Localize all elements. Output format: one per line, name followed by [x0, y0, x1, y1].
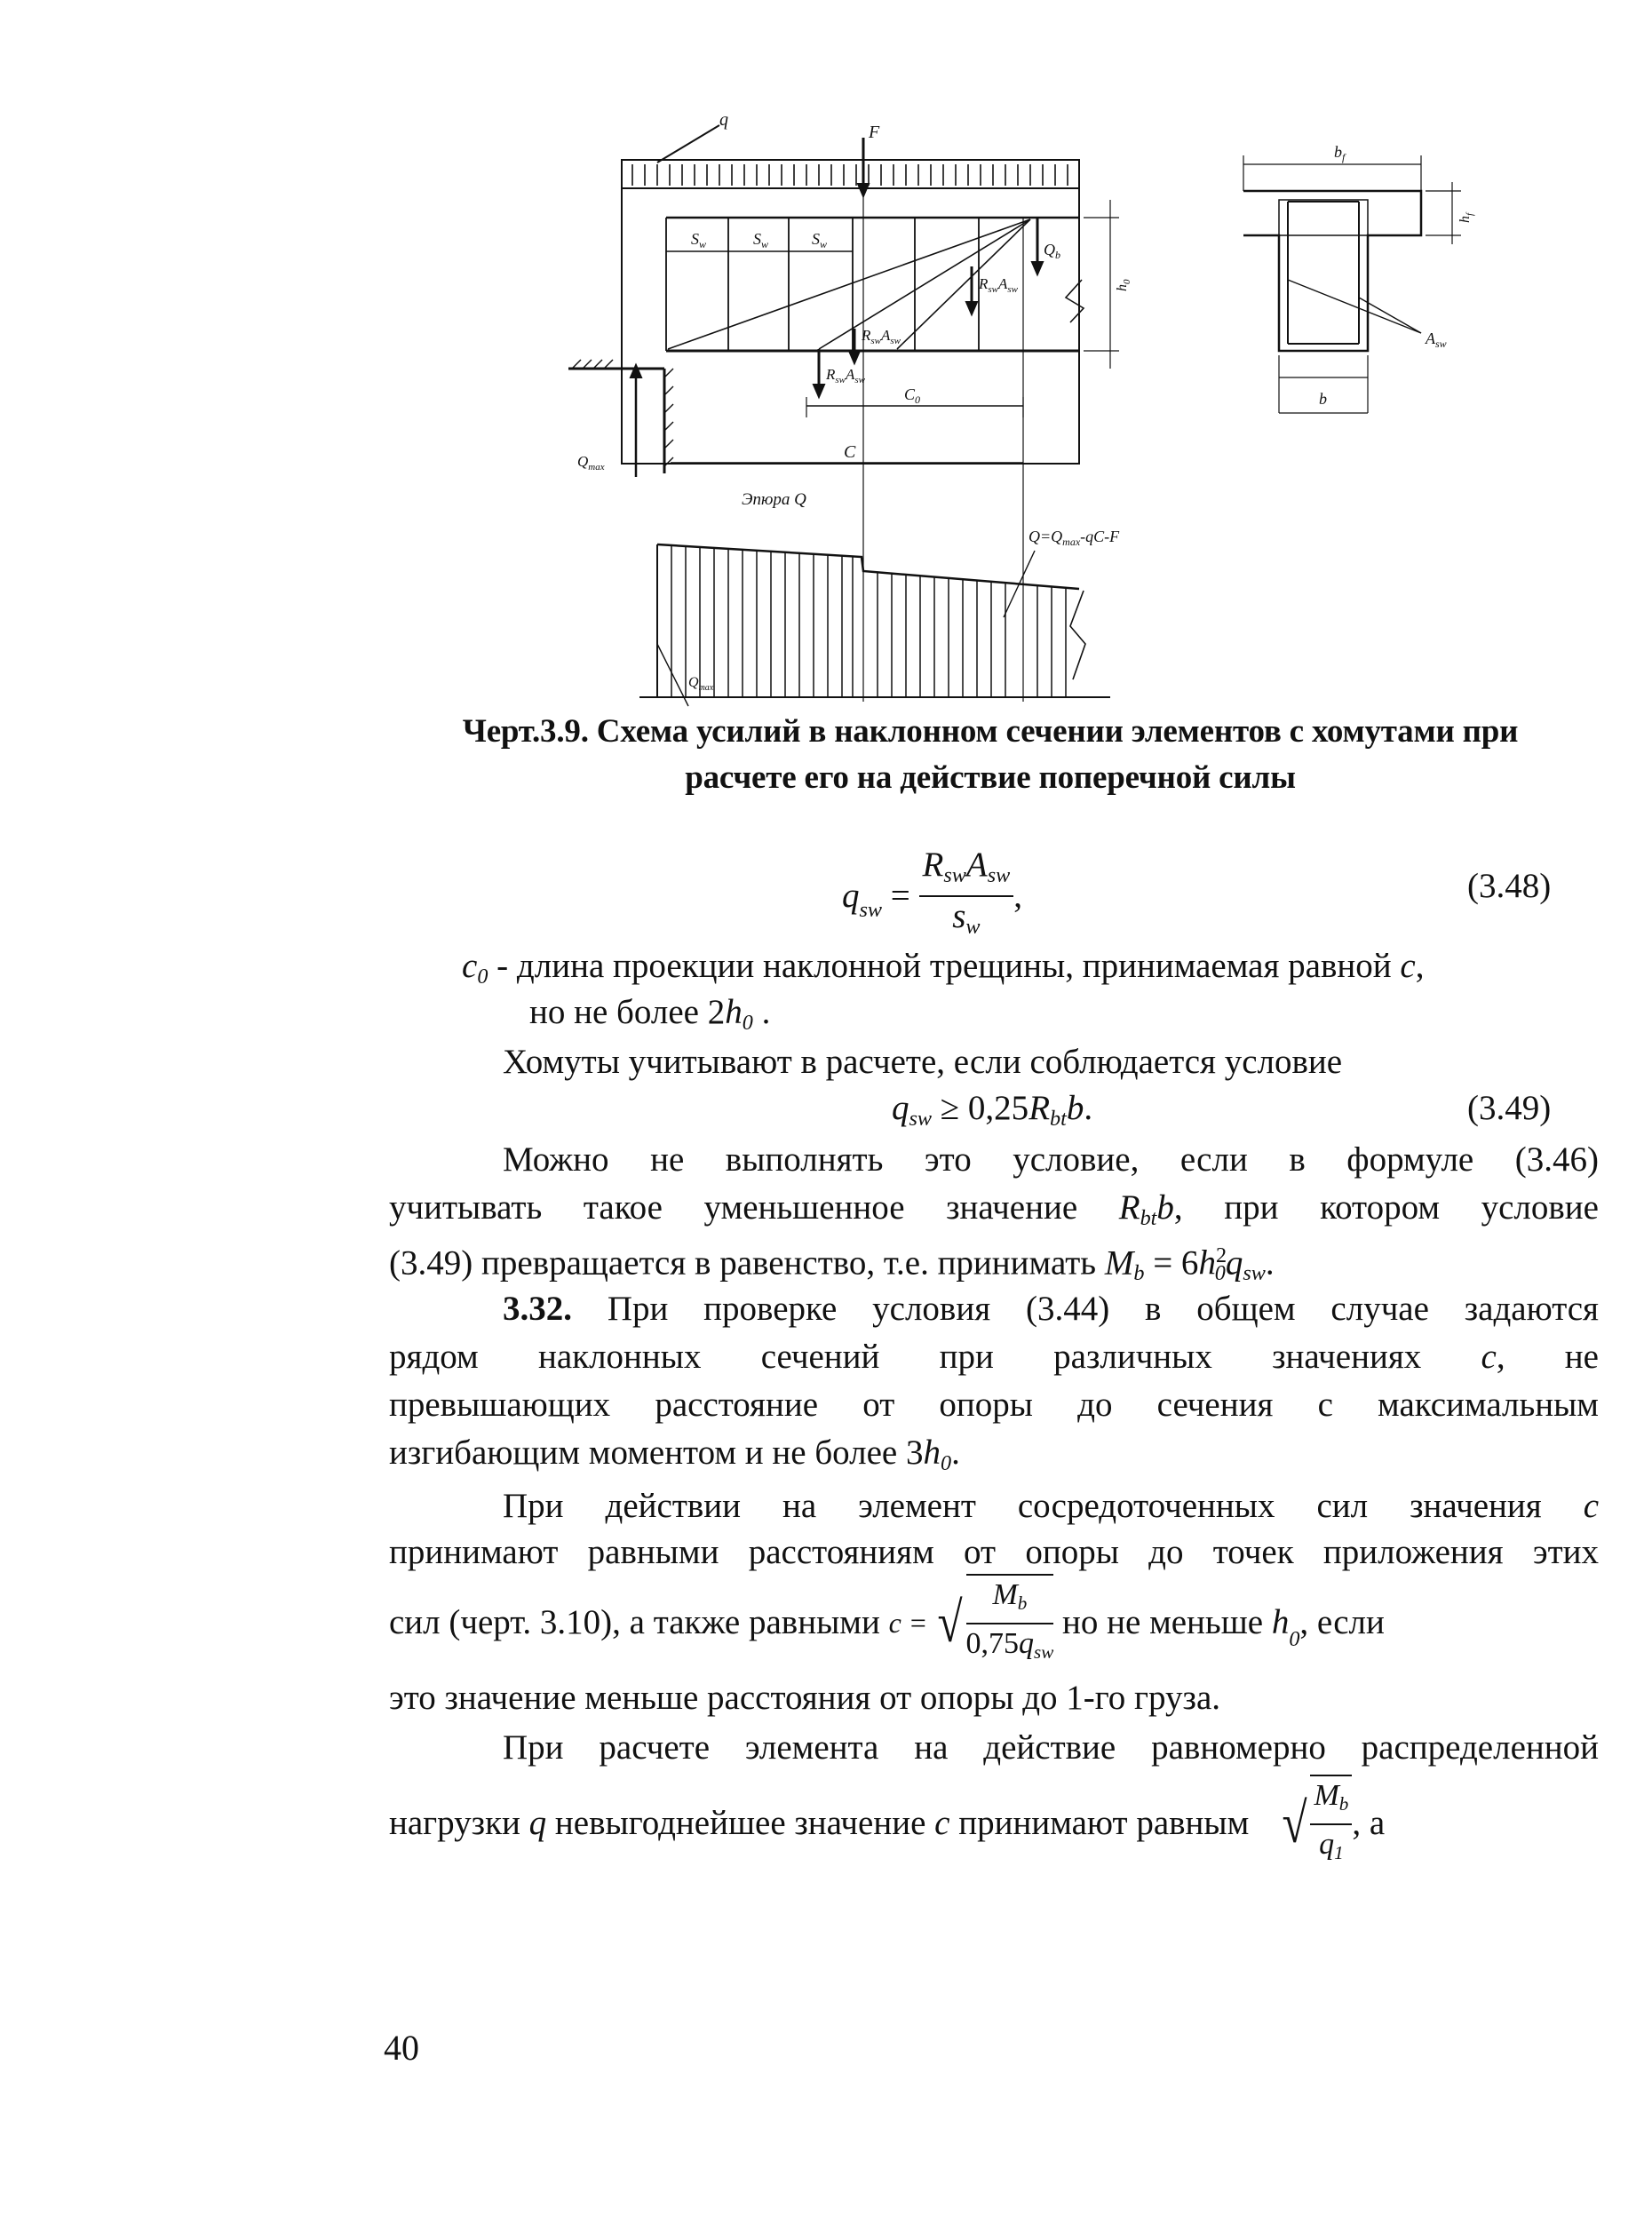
label-f: F	[869, 123, 880, 142]
cross-section	[1243, 155, 1461, 413]
para-3-32-line-2: рядом наклонных сечений при различных значениях c, не	[389, 1338, 1599, 1376]
label-hf: $h_f$	[1457, 212, 1475, 223]
fraction-c: $\frac{M_b}{0,75q_{sw}}$	[966, 1574, 1054, 1672]
figure-caption	[382, 709, 1599, 801]
label-b: b	[1319, 390, 1327, 408]
para-pri-line-3: сил (черт. 3.10), а также равными c = √ $\frac{M_b}{0,75q_{sw}}$ но не меньше $h_0$, если	[389, 1574, 1385, 1672]
fraction-qsw: $\frac{R_{sw}A_{sw}}{s_w}$	[919, 846, 1014, 947]
label-qb: $Q_b$	[1044, 241, 1060, 261]
sqrt-sign-2: √	[1282, 1791, 1307, 1855]
label-c: C	[844, 442, 856, 462]
diagram-title: Эпюра Q	[742, 490, 806, 509]
para-ravn-line-2: нагрузки q невыгоднейшее значение c принимают равным √ $\frac{M_b}{q_1}$ , а	[389, 1775, 1385, 1872]
shear-force-diagram	[639, 544, 1110, 706]
q-pointer	[657, 125, 719, 163]
figure-3-9	[577, 110, 1475, 715]
label-bf: $b_f$	[1334, 143, 1346, 163]
para-pri-line-2: принимают равными расстояниям от опоры до точек приложения этих	[389, 1533, 1599, 1571]
para-3-32-line-4: изгибающим моментом и не более $3h_0$.	[389, 1434, 960, 1475]
para-mozhno-line-2: учитывать такое уменьшенное значение $R_{bt}b$, при котором условие	[389, 1188, 1599, 1230]
page-number: 40	[384, 2028, 419, 2068]
label-asw: $A_{sw}$	[1426, 330, 1447, 350]
para-mozhno-line-1: Можно не выполнять это условие, если в формуле (3.46)	[503, 1140, 1599, 1179]
label-sw-2: $S_w$	[753, 230, 769, 250]
para-c0-line-2: но не более $2h_0$ .	[529, 993, 771, 1035]
para-c0-line-1: $c_0$ - длина проекции наклонной трещины, принимаемая равной c,	[462, 947, 1425, 989]
caption-line-2: расчете его на действие поперечной силы	[685, 759, 1296, 796]
equation-3-49: $q_{sw} \ge 0,25R_{bt}b$.	[892, 1089, 1093, 1131]
caption-line-1: Черт.3.9. Схема усилий в наклонном сечении элементов с хомутами при	[462, 713, 1519, 750]
label-h0: $h_0$	[1115, 279, 1132, 291]
label-q: q	[719, 110, 728, 130]
para-3-32-line-1: 3.32. При проверке условия (3.44) в общем случае задаются	[503, 1290, 1599, 1328]
distributed-load	[622, 160, 1079, 188]
para-pri-line-1: При действии на элемент сосредоточенных сил значения c	[503, 1487, 1599, 1525]
label-qmax-reaction: $Q_{max}$	[577, 453, 605, 473]
equation-3-48: $q_{sw}$ = $\frac{R_{sw}A_{sw}}{s_w}$ ,	[842, 846, 1022, 947]
inclined-cracks	[668, 219, 1030, 349]
para-khomuty: Хомуты учитывают в расчете, если соблюдается условие	[503, 1043, 1343, 1081]
fraction-c-uniform: $\frac{M_b}{q_1}$	[1310, 1775, 1352, 1872]
label-c0: $C_0$	[904, 385, 921, 406]
label-rsw-asw-2: $R_{sw}A_{sw}$	[862, 327, 901, 346]
para-mozhno-line-3: (3.49) превращается в равенство, т.е. принимать $M_b = 6h^2_0q_{sw}$.	[389, 1243, 1275, 1286]
para-pri-line-4: это значение меньше расстояния от опоры до 1-го груза.	[389, 1679, 1220, 1717]
label-rsw-asw-3: $R_{sw}A_{sw}$	[826, 366, 866, 385]
equation-number-3-48: (3.48)	[1467, 867, 1552, 905]
para-3-32-line-3: превышающих расстояние от опоры до сечения с максимальным	[389, 1386, 1599, 1424]
label-q-formula: $Q=Q_{max}-qC-F$	[1029, 528, 1120, 548]
label-sw-1: $S_w$	[691, 230, 707, 250]
para-ravn-line-1: При расчете элемента на действие равномерно распределенной	[503, 1728, 1599, 1767]
label-sw-3: $S_w$	[812, 230, 828, 250]
label-qmax-diagram: $Q_{max}$	[688, 675, 714, 693]
sqrt-sign: √	[937, 1590, 963, 1654]
equation-number-3-49: (3.49)	[1467, 1089, 1552, 1127]
load-arrows	[632, 164, 1068, 186]
label-rsw-asw-1: $R_{sw}A_{sw}$	[979, 275, 1019, 295]
